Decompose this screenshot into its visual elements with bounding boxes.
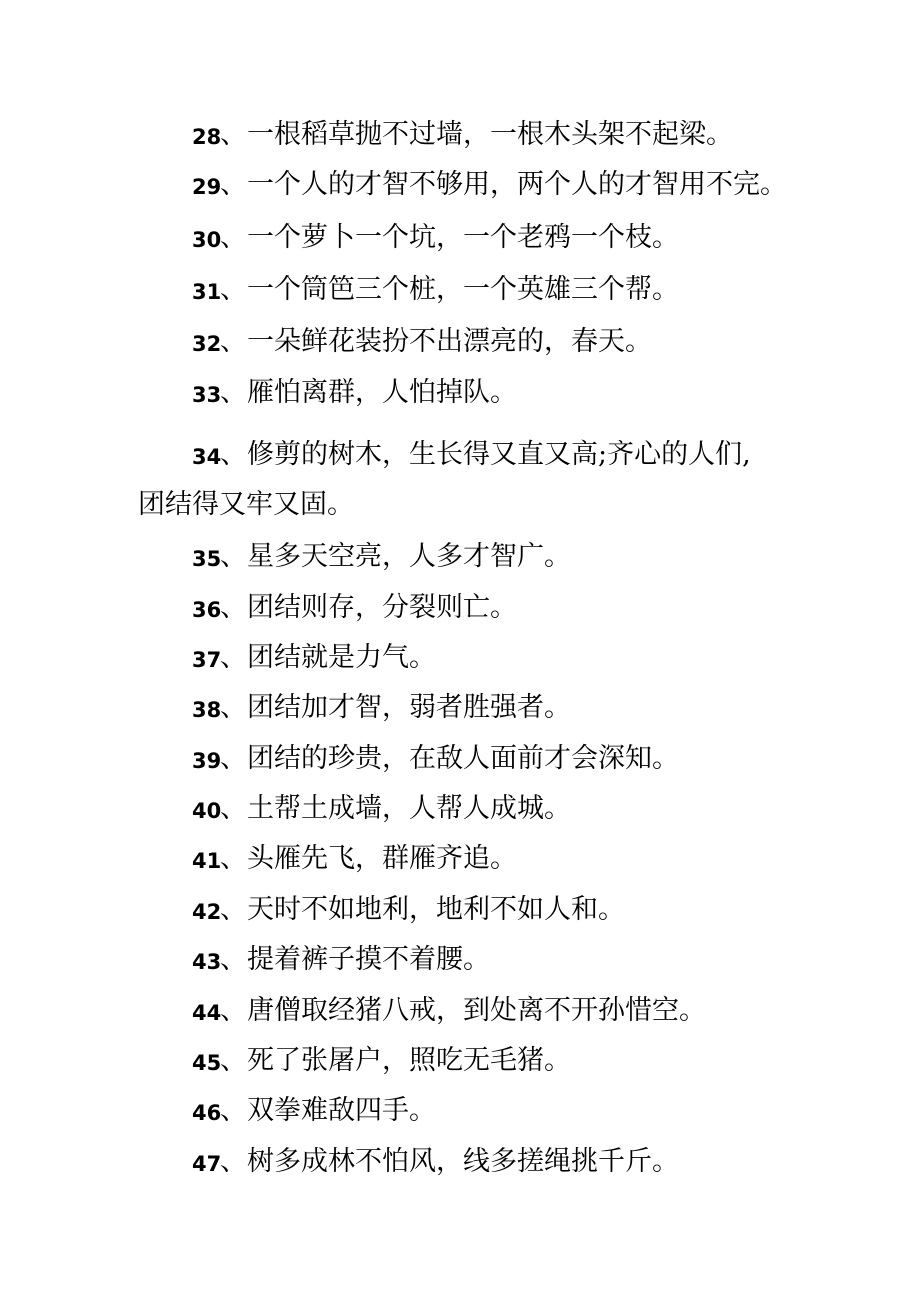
list-item <box>0 991 920 1031</box>
item-number: 29 <box>192 175 222 199</box>
list-item <box>0 537 920 577</box>
item-number: 35 <box>192 547 222 571</box>
item-text: 、团结则存，分裂则亡。 <box>220 592 517 623</box>
item-text: 、唐僧取经猪八戒，到处离不开孙惜空。 <box>220 995 706 1026</box>
item-text: 、团结就是力气。 <box>220 642 436 673</box>
item-text: 、星多天空亮，人多才智广。 <box>220 541 571 572</box>
item-number: 34 <box>192 445 222 469</box>
item-text: 、死了张屠户，照吃无毛猪。 <box>220 1045 571 1076</box>
list-item <box>0 638 920 678</box>
item-text: 、双拳难敌四手。 <box>220 1095 436 1126</box>
item-number: 31 <box>192 280 222 304</box>
list-item <box>0 789 920 829</box>
item-number: 46 <box>192 1101 222 1125</box>
item-number: 32 <box>192 332 222 356</box>
list-item <box>0 218 920 258</box>
item-text: 、一个人的才智不够用，两个人的才智用不完。 <box>220 169 787 200</box>
item-number: 41 <box>192 849 222 873</box>
item-text: 、树多成林不怕风，线多搓绳挑千斤。 <box>220 1146 679 1177</box>
item-number: 45 <box>192 1051 222 1075</box>
list-item <box>0 435 920 475</box>
item-text: 、一个筒笆三个桩，一个英雄三个帮。 <box>220 274 679 305</box>
list-item <box>0 739 920 779</box>
item-number: 28 <box>192 125 222 149</box>
item-text: 、土帮土成墙，人帮人成城。 <box>220 793 571 824</box>
list-item <box>0 688 920 728</box>
item-number: 47 <box>192 1152 222 1176</box>
list-item <box>0 115 920 155</box>
item-text: 、提着裤子摸不着腰。 <box>220 944 490 975</box>
item-text: 、头雁先飞，群雁齐追。 <box>220 843 517 874</box>
item-number: 40 <box>192 799 222 823</box>
list-item <box>0 270 920 310</box>
list-item <box>0 839 920 879</box>
item-number: 36 <box>192 598 222 622</box>
list-item <box>0 1041 920 1081</box>
item-text: 、修剪的树木，生长得又直又高;齐心的人们, <box>220 439 751 470</box>
item-text: 、天时不如地利，地利不如人和。 <box>220 894 625 925</box>
item-text-continuation: 团结得又牢又固。 <box>138 489 354 520</box>
item-number: 42 <box>192 900 222 924</box>
list-item <box>0 322 920 362</box>
item-text: 、团结的珍贵，在敌人面前才会深知。 <box>220 743 679 774</box>
item-number: 30 <box>192 228 222 252</box>
item-number: 39 <box>192 749 222 773</box>
item-text: 、一个萝卜一个坑，一个老鸦一个枝。 <box>220 222 679 253</box>
list-item <box>0 165 920 205</box>
list-item <box>0 890 920 930</box>
list-item <box>0 373 920 413</box>
item-number: 43 <box>192 950 222 974</box>
list-item-continuation <box>0 485 920 525</box>
list-item <box>0 588 920 628</box>
list-item <box>0 1091 920 1131</box>
item-number: 44 <box>192 1001 222 1025</box>
item-text: 、一朵鲜花装扮不出漂亮的，春天。 <box>220 326 652 357</box>
list-item <box>0 1142 920 1182</box>
item-text: 、团结加才智，弱者胜强者。 <box>220 692 571 723</box>
item-number: 33 <box>192 383 222 407</box>
item-number: 37 <box>192 648 222 672</box>
item-number: 38 <box>192 698 222 722</box>
list-item <box>0 940 920 980</box>
item-text: 、一根稻草抛不过墙，一根木头架不起梁。 <box>220 119 733 150</box>
item-text: 、雁怕离群，人怕掉队。 <box>220 377 517 408</box>
